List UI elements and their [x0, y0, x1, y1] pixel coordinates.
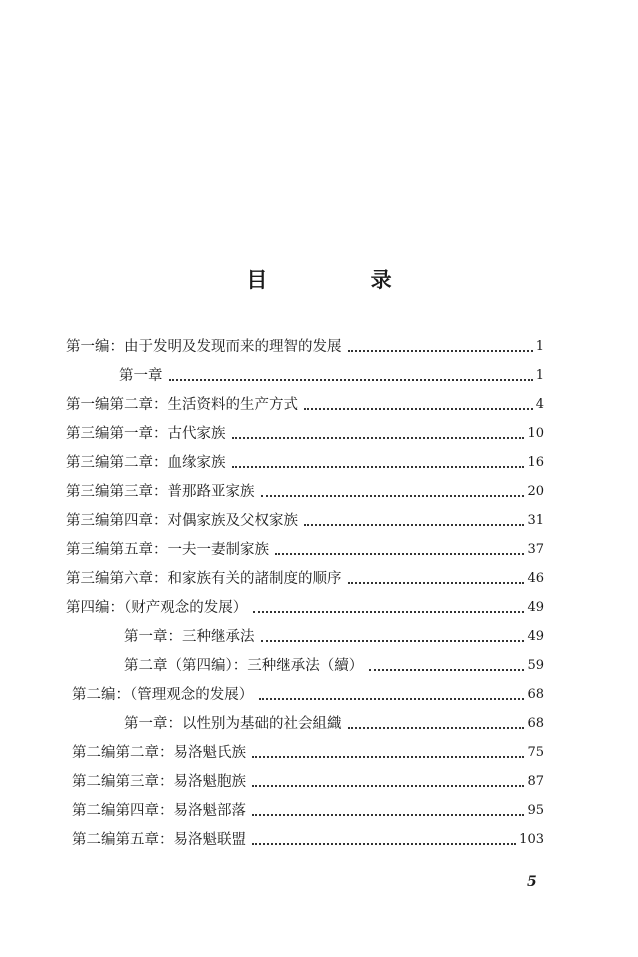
toc-entry-label: 第一章：三种继承法 — [124, 629, 255, 645]
toc-entry[interactable] — [72, 742, 544, 764]
toc-entry-label: 第三编第一章：古代家族 — [66, 426, 226, 442]
toc-entry-page: 4 — [535, 397, 544, 412]
toc-entry[interactable] — [66, 394, 544, 416]
page-number: 5 — [527, 874, 537, 890]
toc-entry-page: 37 — [527, 542, 544, 557]
dot-leader — [252, 785, 524, 787]
dot-leader — [261, 495, 525, 497]
toc-entry[interactable] — [72, 829, 544, 851]
toc-entry-page: 1 — [535, 368, 544, 383]
toc-entry-page: 20 — [527, 484, 544, 499]
dot-leader — [261, 640, 525, 642]
toc-entry-label: 第二编第三章：易洛魁胞族 — [72, 774, 246, 790]
dot-leader — [369, 669, 524, 671]
toc-entry-label: 第三编第六章：和家族有关的諸制度的顺序 — [66, 571, 342, 587]
toc-entry[interactable] — [72, 771, 544, 793]
toc-entry-page: 31 — [527, 513, 544, 528]
dot-leader — [348, 582, 525, 584]
toc-entry-page: 68 — [527, 716, 544, 731]
toc-entry-page: 59 — [527, 658, 544, 673]
toc-entry[interactable] — [66, 568, 544, 590]
toc-entry-label: 第三编第五章：一夫一妻制家族 — [66, 542, 269, 558]
toc-entry-label: 第一编：由于发明及发现而来的理智的发展 — [66, 339, 342, 355]
toc-entry[interactable] — [66, 336, 544, 358]
dot-leader — [348, 350, 533, 352]
toc-entry[interactable] — [66, 597, 544, 619]
dot-leader — [232, 437, 525, 439]
toc-entry-label: 第二编第五章：易洛魁联盟 — [72, 832, 246, 848]
toc-entry-page: 1 — [535, 339, 544, 354]
toc-entry-page: 68 — [527, 687, 544, 702]
toc-entry-label: 第二编第四章：易洛魁部落 — [72, 803, 246, 819]
toc-entry-label: 第二编第二章：易洛魁氏族 — [72, 745, 246, 761]
dot-leader — [252, 843, 516, 845]
toc-entry[interactable] — [124, 626, 544, 648]
dot-leader — [252, 756, 524, 758]
toc-entry-label: 第二章（第四编）：三种继承法（續） — [124, 658, 364, 674]
toc-entry-label: 第三编第二章：血缘家族 — [66, 455, 226, 471]
toc-entry[interactable] — [66, 481, 544, 503]
toc-entry-page: 103 — [519, 832, 544, 847]
toc-entry-label: 第三编第三章：普那路亚家族 — [66, 484, 255, 500]
toc-entry-label: 第一编第二章：生活资料的生产方式 — [66, 397, 298, 413]
toc-entry-page: 87 — [527, 774, 544, 789]
toc-entry[interactable] — [66, 510, 544, 532]
toc-entry[interactable] — [72, 684, 544, 706]
toc-entry-page: 95 — [527, 803, 544, 818]
dot-leader — [275, 553, 524, 555]
toc-entry[interactable] — [66, 539, 544, 561]
toc-entry-page: 16 — [527, 455, 544, 470]
toc-entry-page: 49 — [527, 629, 544, 644]
toc-entry[interactable] — [66, 452, 544, 474]
toc-entry-page: 10 — [527, 426, 544, 441]
toc-entry-label: 第三编第四章：对偶家族及父权家族 — [66, 513, 298, 529]
toc-entry[interactable] — [124, 655, 544, 677]
toc-entry[interactable] — [66, 423, 544, 445]
dot-leader — [169, 379, 533, 381]
dot-leader — [259, 698, 524, 700]
dot-leader — [232, 466, 525, 468]
toc-entry-page: 75 — [527, 745, 544, 760]
toc-entry[interactable] — [119, 365, 544, 387]
toc-entry-label: 第一章 — [119, 368, 163, 384]
dot-leader — [253, 611, 524, 613]
dot-leader — [304, 524, 524, 526]
page-title: 目 录 — [246, 268, 440, 292]
dot-leader — [304, 408, 533, 410]
toc-entry-label: 第一章：以性别为基础的社会組織 — [124, 716, 342, 732]
toc-entry-label: 第四编：（财产观念的发展） — [66, 600, 248, 616]
dot-leader — [348, 727, 525, 729]
toc-entry[interactable] — [124, 713, 544, 735]
toc-entry-page: 49 — [527, 600, 544, 615]
toc-entry[interactable] — [72, 800, 544, 822]
toc-entry-page: 46 — [527, 571, 544, 586]
dot-leader — [252, 814, 524, 816]
toc-entry-label: 第二编：（管理观念的发展） — [72, 687, 254, 703]
